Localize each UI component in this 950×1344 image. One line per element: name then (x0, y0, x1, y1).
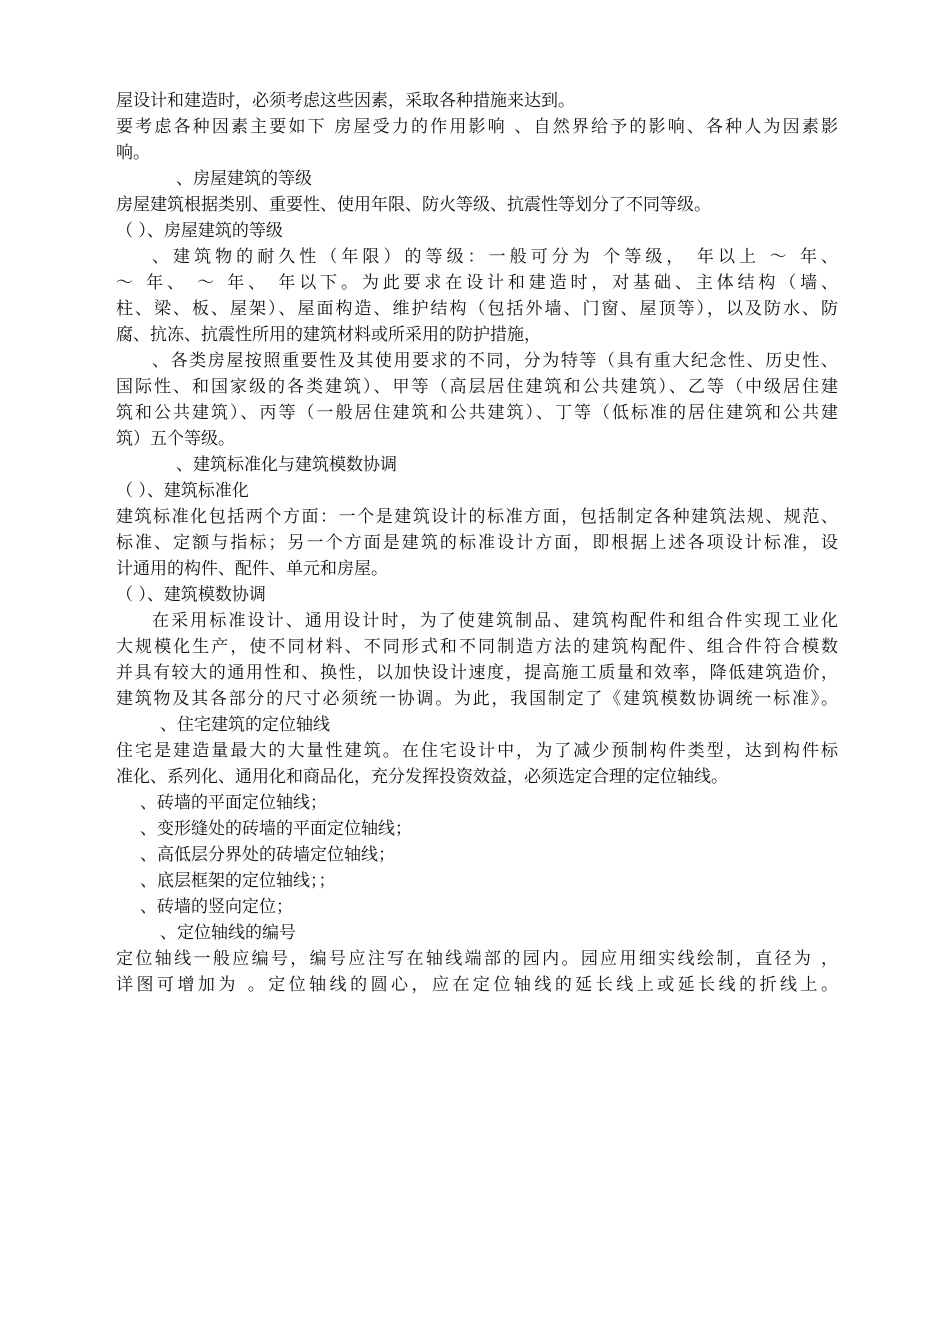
subsection-heading: （ ）、房屋建筑的等级 (116, 221, 283, 241)
section-heading: 、定位轴线的编号 (160, 923, 296, 943)
paragraph-line: 准化、系列化、通用化和商品化，充分发挥投资效益，必须选定合理的定位轴线。 (116, 767, 728, 787)
paragraph-line: 并具有较大的通用性和、换性，以加快设计速度，提高施工质量和效率，降低建筑造价， (116, 663, 838, 683)
paragraph-line: 、建筑物的耐久性（年限）的等级：一般可分为 个等级， 年以上 ～ 年、 (152, 247, 838, 267)
paragraph-line: 屋设计和建造时，必须考虑这些因素，采取各种措施来达到。 (116, 91, 575, 111)
paragraph-line: 筑和公共建筑）、丙等（一般居住建筑和公共建筑）、丁等（低标准的居住建筑和公共建 (116, 403, 838, 423)
list-item: 、高低层分界处的砖墙定位轴线； (140, 845, 395, 865)
paragraph-line: 国际性、和国家级的各类建筑）、甲等（高层居住建筑和公共建筑）、乙等（中级居住建 (116, 377, 838, 397)
paragraph-line: 建筑物及其各部分的尺寸必须统一协调。为此，我国制定了《建筑模数协调统一标准》。 (116, 689, 838, 709)
section-heading: 、建筑标准化与建筑模数协调 (176, 455, 397, 475)
paragraph-line: 建筑标准化包括两个方面：一个是建筑设计的标准方面，包括制定各种建筑法规、规范、 (116, 507, 838, 527)
list-item: 、砖墙的竖向定位； (140, 897, 293, 917)
paragraph-line: ～ 年、 ～ 年、 年以下。为此要求在设计和建造时，对基础、主体结构（墙、 (116, 273, 838, 293)
paragraph-line: 在采用标准设计、通用设计时，为了使建筑制品、建筑构配件和组合件实现工业化 (152, 611, 838, 631)
paragraph-line: 要考虑各种因素主要如下 房屋受力的作用影响 、自然界给予的影响、各种人为因素影 (116, 117, 838, 137)
paragraph-line: 定位轴线一般应编号，编号应注写在轴线端部的园内。园应用细实线绘制，直径为 ， (116, 949, 838, 969)
paragraph-line: 住宅是建造量最大的大量性建筑。在住宅设计中，为了减少预制构件类型，达到构件标 (116, 741, 838, 761)
paragraph-line: 计通用的构件、配件、单元和房屋。 (116, 559, 388, 579)
paragraph-line: 详图可增加为 。定位轴线的圆心，应在定位轴线的延长线上或延长线的折线上。 (116, 975, 838, 995)
paragraph-line: 柱、梁、板、屋架）、屋面构造、维护结构（包括外墙、门窗、屋顶等），以及防水、防 (116, 299, 838, 319)
paragraph-line: 筑）五个等级。 (116, 429, 235, 449)
subsection-heading: （ ）、建筑模数协调 (116, 585, 266, 605)
list-item: 、砖墙的平面定位轴线； (140, 793, 327, 813)
paragraph-line: 、各类房屋按照重要性及其使用要求的不同，分为特等（具有重大纪念性、历史性、 (152, 351, 838, 371)
paragraph-line: 标准、定额与指标；另一个方面是建筑的标准设计方面，即根据上述各项设计标准，设 (116, 533, 838, 553)
subsection-heading: （ ）、建筑标准化 (116, 481, 249, 501)
paragraph-line: 大规模化生产，使不同材料、不同形式和不同制造方法的建筑构配件、组合件符合模数 (116, 637, 838, 657)
list-item: 、变形缝处的砖墙的平面定位轴线； (140, 819, 412, 839)
paragraph-line: 响。 (116, 143, 150, 163)
section-heading: 、房屋建筑的等级 (176, 169, 312, 189)
paragraph-line: 腐、抗冻、抗震性所用的建筑材料或所采用的防护措施， (116, 325, 541, 345)
list-item: 、底层框架的定位轴线；； (140, 871, 336, 891)
paragraph-line: 房屋建筑根据类别、重要性、使用年限、防火等级、抗震性等划分了不同等级。 (116, 195, 711, 215)
section-heading: 、住宅建筑的定位轴线 (160, 715, 330, 735)
